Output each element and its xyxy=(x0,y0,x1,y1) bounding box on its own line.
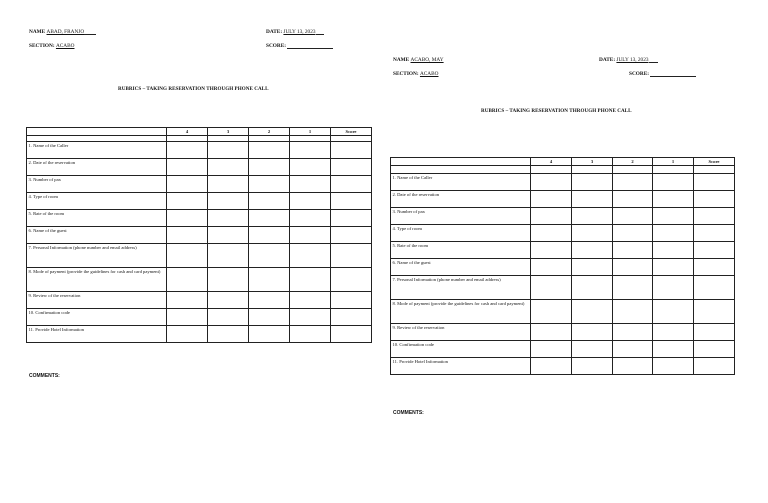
score-cell[interactable] xyxy=(331,309,372,326)
criterion-label: 8. Mode of payment (provide the guidelines for cash and card payment) xyxy=(27,268,167,292)
criterion-label: 10. Confirmation code xyxy=(27,309,167,326)
date-label: DATE: xyxy=(266,29,283,35)
score-cell[interactable] xyxy=(694,324,735,341)
score-cell[interactable] xyxy=(531,225,572,242)
score-cell[interactable] xyxy=(167,268,208,292)
score-cell[interactable] xyxy=(290,326,331,343)
score-line xyxy=(629,72,696,77)
criterion-label: 9. Review of the reservation xyxy=(391,324,531,341)
criterion-label: 5. Rate of the room xyxy=(391,242,531,259)
score-cell[interactable] xyxy=(531,208,572,225)
rubric-table xyxy=(390,157,735,375)
score-total-header: Score xyxy=(331,128,372,136)
rubric-cell xyxy=(653,166,694,174)
section-label: SECTION: xyxy=(29,43,55,49)
criterion-label: 5. Rate of the room xyxy=(27,210,167,227)
score-cell[interactable] xyxy=(331,193,372,210)
score-cell[interactable] xyxy=(653,208,694,225)
score-cell[interactable] xyxy=(208,176,249,193)
score-cell[interactable] xyxy=(694,208,735,225)
score-1-header: 1 xyxy=(290,128,331,136)
criterion-label: 11. Provide Hotel Information xyxy=(27,326,167,343)
rubric-cell xyxy=(694,166,735,174)
criteria-header xyxy=(391,158,531,166)
table-row xyxy=(391,208,735,225)
score-cell[interactable] xyxy=(572,324,613,341)
score-cell[interactable] xyxy=(694,242,735,259)
date-value: JULY 13, 2023 xyxy=(283,29,316,35)
date-line xyxy=(599,58,658,63)
criterion-label: 7. Personal Information (phone number and email address) xyxy=(391,276,531,300)
score-cell[interactable] xyxy=(331,176,372,193)
score-cell[interactable] xyxy=(694,276,735,300)
score-cell[interactable] xyxy=(167,193,208,210)
rubric-cell xyxy=(391,166,531,174)
rubric-blank-row xyxy=(391,166,735,174)
score-cell[interactable] xyxy=(208,159,249,176)
name-value: ACABO, MAY xyxy=(410,57,444,63)
rubric-cell xyxy=(572,166,613,174)
table-row xyxy=(391,225,735,242)
criterion-label: 2. Date of the reservation xyxy=(391,191,531,208)
score-cell[interactable] xyxy=(208,268,249,292)
score-cell[interactable] xyxy=(290,159,331,176)
section-value: ACABO xyxy=(419,71,439,77)
score-cell[interactable] xyxy=(613,276,653,300)
score-cell[interactable] xyxy=(653,191,694,208)
score-cell[interactable] xyxy=(531,191,572,208)
score-cell[interactable] xyxy=(167,309,208,326)
section-value: ACABO xyxy=(55,43,75,49)
score-cell[interactable] xyxy=(208,210,249,227)
score-cell[interactable] xyxy=(331,268,372,292)
score-cell[interactable] xyxy=(167,244,208,268)
name-line xyxy=(393,58,444,63)
score-cell[interactable] xyxy=(572,242,613,259)
score-cell[interactable] xyxy=(613,242,653,259)
score-label: SCORE: xyxy=(629,71,650,77)
comments-label: COMMENTS: xyxy=(393,410,424,416)
name-value: ABAD, FRANJO xyxy=(46,29,85,35)
criterion-label: 3. Number of pax xyxy=(27,176,167,193)
score-cell[interactable] xyxy=(653,259,694,276)
rubric-title: RUBRICS – TAKING RESERVATION THROUGH PHONE CALL xyxy=(481,108,632,114)
score-cell[interactable] xyxy=(249,309,290,326)
score-cell[interactable] xyxy=(531,242,572,259)
score-cell[interactable] xyxy=(653,242,694,259)
table-row xyxy=(391,174,735,191)
score-cell[interactable] xyxy=(694,174,735,191)
criterion-label: 10. Confirmation code xyxy=(391,341,531,358)
name-line xyxy=(29,30,96,35)
score-cell[interactable] xyxy=(290,292,331,309)
date-value: JULY 13, 2023 xyxy=(616,57,649,63)
table-row xyxy=(27,268,372,292)
score-cell[interactable] xyxy=(572,208,613,225)
score-cell[interactable] xyxy=(290,227,331,244)
score-cell[interactable] xyxy=(531,174,572,191)
name-label: NAME xyxy=(393,57,410,63)
comments-label: COMMENTS: xyxy=(29,373,60,379)
score-cell[interactable] xyxy=(653,174,694,191)
score-cell[interactable] xyxy=(694,225,735,242)
score-cell[interactable] xyxy=(290,142,331,159)
score-cell[interactable] xyxy=(167,292,208,309)
section-line xyxy=(29,44,74,49)
score-cell[interactable] xyxy=(531,341,572,358)
criterion-label: 6. Name of the guest xyxy=(391,259,531,276)
score-cell[interactable] xyxy=(249,176,290,193)
score-cell[interactable] xyxy=(572,174,613,191)
score-cell[interactable] xyxy=(208,326,249,343)
table-row xyxy=(391,242,735,259)
table-row xyxy=(27,142,372,159)
score-cell[interactable] xyxy=(208,227,249,244)
score-cell[interactable] xyxy=(653,341,694,358)
score-3-header: 3 xyxy=(572,158,613,166)
score-cell[interactable] xyxy=(208,292,249,309)
score-4-header: 4 xyxy=(167,128,208,136)
score-cell[interactable] xyxy=(653,225,694,242)
table-row xyxy=(27,210,372,227)
score-cell[interactable] xyxy=(694,259,735,276)
score-cell[interactable] xyxy=(290,309,331,326)
score-cell[interactable] xyxy=(290,210,331,227)
score-cell[interactable] xyxy=(167,176,208,193)
score-cell[interactable] xyxy=(290,193,331,210)
table-row xyxy=(391,324,735,341)
score-cell[interactable] xyxy=(694,341,735,358)
score-cell[interactable] xyxy=(613,191,653,208)
score-cell[interactable] xyxy=(167,326,208,343)
table-row xyxy=(27,193,372,210)
score-cell[interactable] xyxy=(290,244,331,268)
score-total-header: Score xyxy=(694,158,735,166)
score-cell[interactable] xyxy=(613,259,653,276)
score-cell[interactable] xyxy=(613,300,653,324)
score-cell[interactable] xyxy=(208,244,249,268)
score-cell[interactable] xyxy=(331,210,372,227)
rubric-header-row xyxy=(27,128,372,136)
score-cell[interactable] xyxy=(167,210,208,227)
table-row xyxy=(27,227,372,244)
score-1-header: 1 xyxy=(653,158,694,166)
criterion-label: 9. Review of the reservation xyxy=(27,292,167,309)
score-cell[interactable] xyxy=(167,142,208,159)
score-cell[interactable] xyxy=(249,326,290,343)
score-cell[interactable] xyxy=(572,276,613,300)
score-cell[interactable] xyxy=(613,225,653,242)
score-cell[interactable] xyxy=(653,300,694,324)
table-row xyxy=(391,358,735,375)
criterion-label: 8. Mode of payment (provide the guidelines for cash and card payment) xyxy=(391,300,531,324)
rubric-sheet-right xyxy=(384,0,768,503)
criterion-label: 7. Personal Information (phone number and email address) xyxy=(27,244,167,268)
criterion-label: 3. Number of pax xyxy=(391,208,531,225)
section-line xyxy=(393,72,438,77)
table-row xyxy=(27,292,372,309)
score-cell[interactable] xyxy=(249,292,290,309)
score-cell[interactable] xyxy=(694,300,735,324)
score-cell[interactable] xyxy=(613,358,653,375)
score-4-header: 4 xyxy=(531,158,572,166)
score-cell[interactable] xyxy=(613,341,653,358)
score-2-header: 2 xyxy=(613,158,653,166)
score-cell[interactable] xyxy=(290,176,331,193)
score-cell[interactable] xyxy=(572,225,613,242)
score-cell[interactable] xyxy=(613,174,653,191)
score-cell[interactable] xyxy=(249,159,290,176)
score-cell[interactable] xyxy=(694,358,735,375)
table-row xyxy=(391,341,735,358)
table-row xyxy=(27,176,372,193)
table-row xyxy=(391,191,735,208)
score-cell[interactable] xyxy=(653,324,694,341)
rubric-body xyxy=(27,136,372,343)
rubric-header-row xyxy=(391,158,735,166)
score-cell[interactable] xyxy=(249,244,290,268)
table-row xyxy=(27,326,372,343)
score-cell[interactable] xyxy=(572,191,613,208)
score-cell[interactable] xyxy=(531,324,572,341)
score-cell[interactable] xyxy=(249,193,290,210)
score-cell[interactable] xyxy=(613,324,653,341)
table-row xyxy=(27,244,372,268)
score-cell[interactable] xyxy=(167,159,208,176)
score-cell[interactable] xyxy=(694,191,735,208)
score-cell[interactable] xyxy=(249,227,290,244)
score-cell[interactable] xyxy=(331,292,372,309)
score-cell[interactable] xyxy=(331,159,372,176)
rubric-cell xyxy=(613,166,653,174)
date-line xyxy=(266,30,324,35)
name-label: NAME xyxy=(29,29,46,35)
criteria-header xyxy=(27,128,167,136)
rubric-table xyxy=(26,127,372,343)
score-cell[interactable] xyxy=(572,300,613,324)
criterion-label: 4. Type of room xyxy=(391,225,531,242)
score-cell[interactable] xyxy=(331,227,372,244)
score-cell[interactable] xyxy=(290,268,331,292)
table-row xyxy=(27,309,372,326)
score-label: SCORE: xyxy=(266,43,287,49)
score-cell[interactable] xyxy=(531,276,572,300)
score-cell[interactable] xyxy=(613,208,653,225)
score-cell[interactable] xyxy=(331,244,372,268)
date-label: DATE: xyxy=(599,57,616,63)
score-cell[interactable] xyxy=(249,142,290,159)
score-cell[interactable] xyxy=(572,341,613,358)
section-label: SECTION: xyxy=(393,71,419,77)
score-cell[interactable] xyxy=(531,358,572,375)
rubric-title: RUBRICS – TAKING RESERVATION THROUGH PHONE CALL xyxy=(118,86,269,92)
score-cell[interactable] xyxy=(653,358,694,375)
score-cell[interactable] xyxy=(331,142,372,159)
score-cell[interactable] xyxy=(208,193,249,210)
table-row xyxy=(391,259,735,276)
score-line xyxy=(266,44,333,49)
score-value xyxy=(650,76,696,77)
score-2-header: 2 xyxy=(249,128,290,136)
score-cell[interactable] xyxy=(572,259,613,276)
score-cell[interactable] xyxy=(531,300,572,324)
criterion-label: 11. Provide Hotel Information xyxy=(391,358,531,375)
score-cell[interactable] xyxy=(653,276,694,300)
criterion-label: 2. Date of the reservation xyxy=(27,159,167,176)
score-cell[interactable] xyxy=(208,309,249,326)
score-cell[interactable] xyxy=(167,227,208,244)
table-row xyxy=(391,276,735,300)
score-cell[interactable] xyxy=(572,358,613,375)
rubric-cell xyxy=(531,166,572,174)
score-cell[interactable] xyxy=(531,259,572,276)
criterion-label: 6. Name of the guest xyxy=(27,227,167,244)
criterion-label: 1. Name of the Caller xyxy=(391,174,531,191)
score-cell[interactable] xyxy=(208,142,249,159)
criterion-label: 1. Name of the Caller xyxy=(27,142,167,159)
criterion-label: 4. Type of room xyxy=(27,193,167,210)
score-value xyxy=(287,48,333,49)
table-row xyxy=(27,159,372,176)
score-cell[interactable] xyxy=(249,268,290,292)
score-cell[interactable] xyxy=(249,210,290,227)
table-row xyxy=(391,300,735,324)
score-3-header: 3 xyxy=(208,128,249,136)
score-cell[interactable] xyxy=(331,326,372,343)
rubric-body xyxy=(391,166,735,375)
